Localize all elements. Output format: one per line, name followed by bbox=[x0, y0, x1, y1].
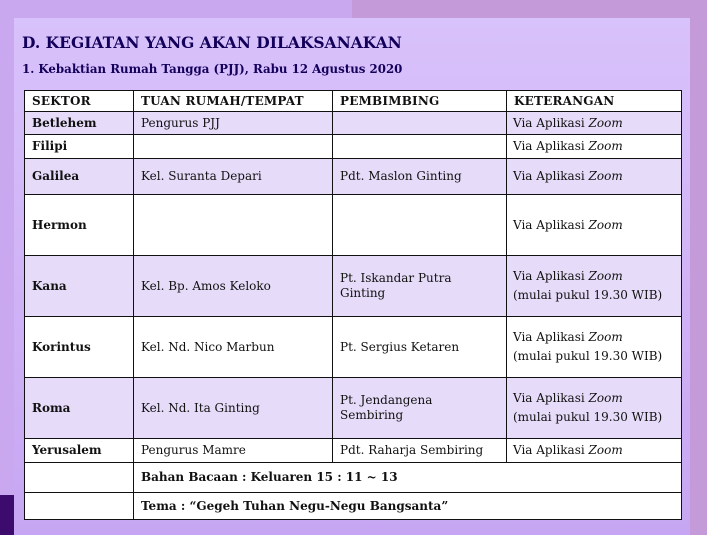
keterangan-text: Via Aplikasi bbox=[513, 217, 589, 232]
keterangan-text: Via Aplikasi bbox=[513, 391, 589, 405]
background-accent-top bbox=[352, 0, 707, 18]
table-row bbox=[25, 439, 682, 463]
cell-sektor: Kana bbox=[25, 256, 134, 317]
cell-pembimbing bbox=[333, 195, 507, 256]
cell-pembimbing bbox=[333, 112, 507, 135]
table-row bbox=[25, 195, 682, 256]
cell-pembimbing: Pt. Sergius Ketaren bbox=[333, 317, 507, 378]
section-title: D. KEGIATAN YANG AKAN DILAKSANAKAN bbox=[22, 33, 402, 52]
schedule-table bbox=[24, 90, 682, 520]
cell-pembimbing: Pt. Iskandar Putra Ginting bbox=[333, 256, 507, 317]
table-row bbox=[25, 378, 682, 439]
keterangan-text: Via Aplikasi bbox=[513, 115, 589, 130]
header-pembimbing: PEMBIMBING bbox=[333, 91, 507, 112]
cell-keterangan bbox=[507, 378, 682, 439]
cell-pembimbing: Pt. Jendangena Sembiring bbox=[333, 378, 507, 439]
cell-keterangan bbox=[507, 439, 682, 463]
cell-tuan-rumah bbox=[134, 135, 333, 159]
keterangan-text: Via Aplikasi bbox=[513, 169, 589, 183]
cell-keterangan bbox=[507, 159, 682, 195]
cell-keterangan bbox=[507, 135, 682, 159]
cell-pembimbing bbox=[333, 135, 507, 159]
cell-sektor: Filipi bbox=[25, 135, 134, 159]
keterangan-time: (mulai pukul 19.30 WIB) bbox=[513, 410, 663, 424]
cell-sektor: Galilea bbox=[25, 159, 134, 195]
cell-footer-empty bbox=[25, 493, 134, 520]
item-title: 1. Kebaktian Rumah Tangga (PJJ), Rabu 12 Agustus 2020 bbox=[22, 62, 403, 76]
table-footer-row bbox=[25, 463, 682, 493]
table-row bbox=[25, 159, 682, 195]
table-row bbox=[25, 112, 682, 135]
table-header-row bbox=[25, 91, 682, 112]
keterangan-app: Zoom bbox=[588, 115, 623, 130]
cell-footer-empty bbox=[25, 463, 134, 493]
keterangan-app: Zoom bbox=[588, 169, 623, 183]
cell-keterangan bbox=[507, 317, 682, 378]
cell-keterangan bbox=[507, 256, 682, 317]
header-tuan-rumah: TUAN RUMAH/TEMPAT bbox=[134, 91, 333, 112]
cell-sektor: Hermon bbox=[25, 195, 134, 256]
tema: Tema : “Gegeh Tuhan Negu-Negu Bangsanta” bbox=[134, 493, 682, 520]
keterangan-app: Zoom bbox=[588, 139, 623, 153]
keterangan-app: Zoom bbox=[588, 330, 623, 344]
cell-pembimbing: Pdt. Maslon Ginting bbox=[333, 159, 507, 195]
background-accent-right bbox=[690, 0, 707, 535]
cell-tuan-rumah bbox=[134, 195, 333, 256]
keterangan-time: (mulai pukul 19.30 WIB) bbox=[513, 288, 663, 302]
cell-keterangan bbox=[507, 195, 682, 256]
cell-keterangan bbox=[507, 112, 682, 135]
cell-sektor: Roma bbox=[25, 378, 134, 439]
table-row bbox=[25, 317, 682, 378]
cell-sektor: Yerusalem bbox=[25, 439, 134, 463]
keterangan-app: Zoom bbox=[588, 391, 623, 405]
bahan-bacaan: Bahan Bacaan : Keluaren 15 : 11 ~ 13 bbox=[134, 463, 682, 493]
table-row bbox=[25, 135, 682, 159]
keterangan-time: (mulai pukul 19.30 WIB) bbox=[513, 349, 663, 363]
cell-sektor: Korintus bbox=[25, 317, 134, 378]
keterangan-text: Via Aplikasi bbox=[513, 139, 589, 153]
table-row bbox=[25, 256, 682, 317]
keterangan-text: Via Aplikasi bbox=[513, 443, 589, 457]
header-sektor: SEKTOR bbox=[25, 91, 134, 112]
cell-tuan-rumah: Kel. Nd. Ita Ginting bbox=[134, 378, 333, 439]
keterangan-app: Zoom bbox=[588, 217, 623, 232]
keterangan-app: Zoom bbox=[588, 269, 623, 283]
cell-tuan-rumah: Pengurus PJJ bbox=[134, 112, 333, 135]
cell-tuan-rumah: Kel. Suranta Depari bbox=[134, 159, 333, 195]
keterangan-text: Via Aplikasi bbox=[513, 330, 589, 344]
keterangan-text: Via Aplikasi bbox=[513, 269, 589, 283]
table-footer-row bbox=[25, 493, 682, 520]
cell-tuan-rumah: Kel. Bp. Amos Keloko bbox=[134, 256, 333, 317]
cell-sektor: Betlehem bbox=[25, 112, 134, 135]
keterangan-app: Zoom bbox=[588, 443, 623, 457]
cell-tuan-rumah: Kel. Nd. Nico Marbun bbox=[134, 317, 333, 378]
cell-pembimbing: Pdt. Raharja Sembiring bbox=[333, 439, 507, 463]
header-keterangan: KETERANGAN bbox=[507, 91, 682, 112]
cell-tuan-rumah: Pengurus Mamre bbox=[134, 439, 333, 463]
